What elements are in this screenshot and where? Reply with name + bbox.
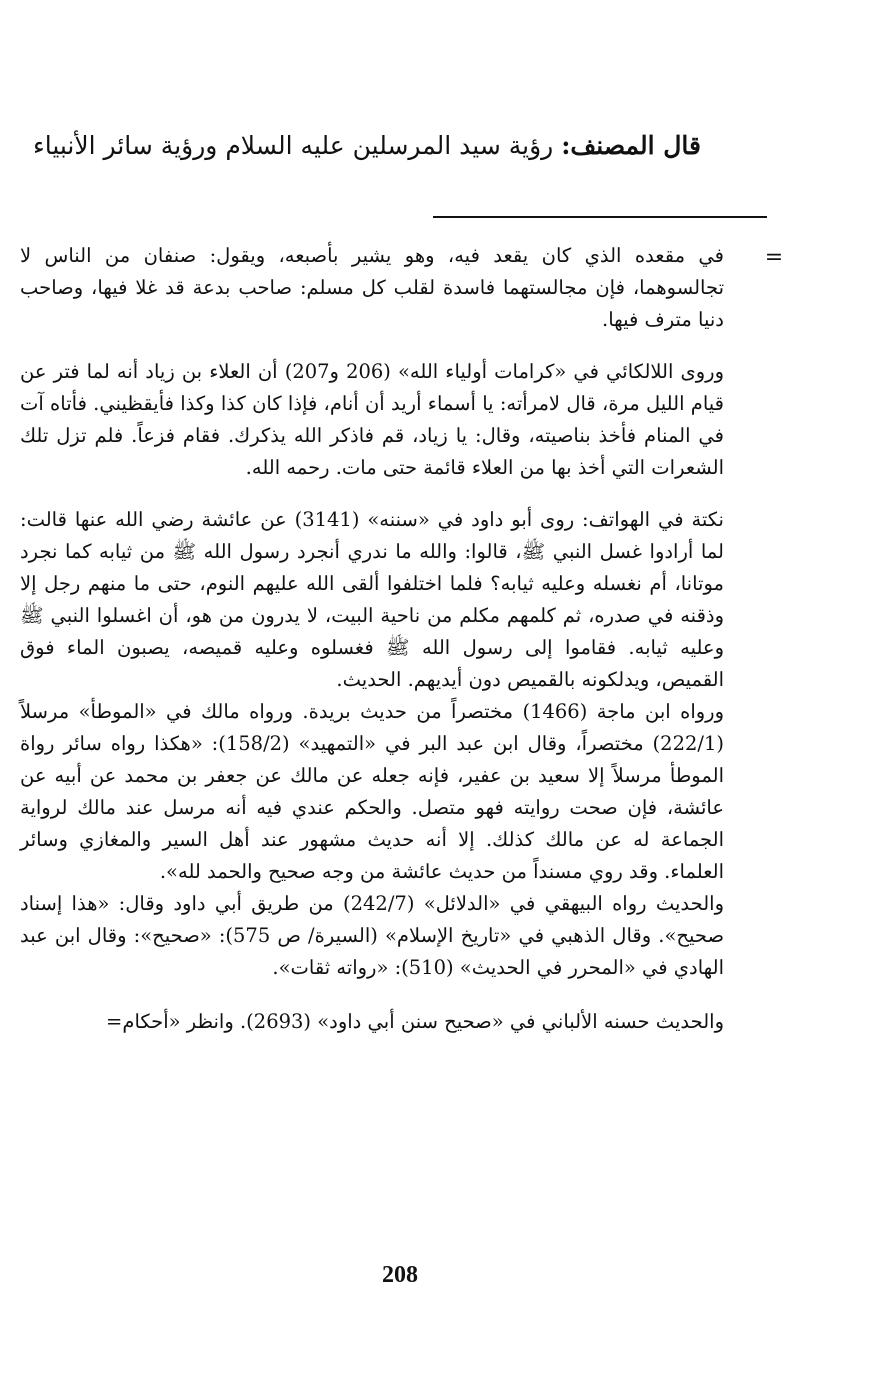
footnote-paragraph: ورواه ابن ماجة (1466) مختصراً من حديث بريدة. ورواه مالك في «الموطأ» مرسلاً (222/1) مختصراً، وقال ابن عبد البر في «التمهيد» (158/2): «هكذا رواه سائر رواة الموطأ مرسلاً إلا سعيد بن عفير، فإنه جعله عن مالك عن جعفر بن محمد عن أبيه عن عائشة، فإن صحت روايته فهو متصل. والحكم عندي فيه أنه مرسل عند مالك لرواية الجماعة له عن مالك كذلك. إلا أنه حديث مشهور عند أهل السير والمغازي وسائر العلماء. وقد روي مسنداً من حديث عائشة من وجه صحيح والحمد لله». [20,700,724,883]
footnotes [20,240,724,1058]
footnote-paragraph: والحديث حسنه الألباني في «صحيح سنن أبي داود» (2693). وانظر «أحكام= [106,1010,724,1033]
footnote-separator [433,216,767,218]
footnote-paragraph: نكتة في الهواتف: روى أبو داود في «سننه» (3141) عن عائشة رضي الله عنها قالت: لما أرادوا غسل النبي ﷺ، قالوا: والله ما ندري أنجرد رسول الله ﷺ من ثيابه كما نجرد موتانا، أم نغسله وعليه ثيابه؟ فلما اختلفوا ألقى الله عليهم النوم، حتى ما منهم رجل إلا وذقنه في صدره، ثم كلمهم مكلم من ناحية البيت، لا يدرون من هو، أن اغسلوا النبي ﷺ وعليه ثيابه. فقاموا إلى رسول الله ﷺ فغسلوه وعليه قميصه، يصبون الماء فوق القميص، ويدلكونه بالقميص دون أيديهم. الحديث. [20,508,724,691]
page-number: 208 [382,1262,418,1288]
heading-text: رؤية سيد المرسلين عليه السلام ورؤية سائر الأنبياء [32,131,554,160]
footnote-paragraph: والحديث رواه البيهقي في «الدلائل» (242/7) من طريق أبي داود وقال: «هذا إسناد صحيح». وقال الذهبي في «تاريخ الإسلام» (السيرة/ ص 575): «صحيح»: وقال ابن عبد الهادي في «المحرر في الحديث» (510): «رواته ثقات». [20,892,724,979]
section-heading [0,126,701,166]
heading-lead: قال المصنف: [561,131,701,160]
footnote-paragraph: وروى اللالكائي في «كرامات أولياء الله» (206 و207) أن العلاء بن زياد أنه لما فتر عن قيام الليل مرة، قال لامرأته: يا أسماء أريد أن أنام، فإذا كان كذا وكذا فأيقظيني. فأتاه آت في المنام فأخذ بناصيته، وقال: يا زياد، قم فاذكر الله يذكرك. فقام فزعاً. فلم تزل تلك الشعرات التي أخذ بها من العلاء قائمة حتى مات. رحمه الله. [20,360,724,479]
continuation-mark: = [764,245,784,270]
footnote-paragraph: في مقعده الذي كان يقعد فيه، وهو يشير بأصبعه، ويقول: صنفان من الناس لا تجالسوهما، فإن مجالستهما فاسدة لقلب كل مسلم: صاحب بدعة قد غلا فيها، وصاحب دنيا مترف فيها. [20,244,724,331]
